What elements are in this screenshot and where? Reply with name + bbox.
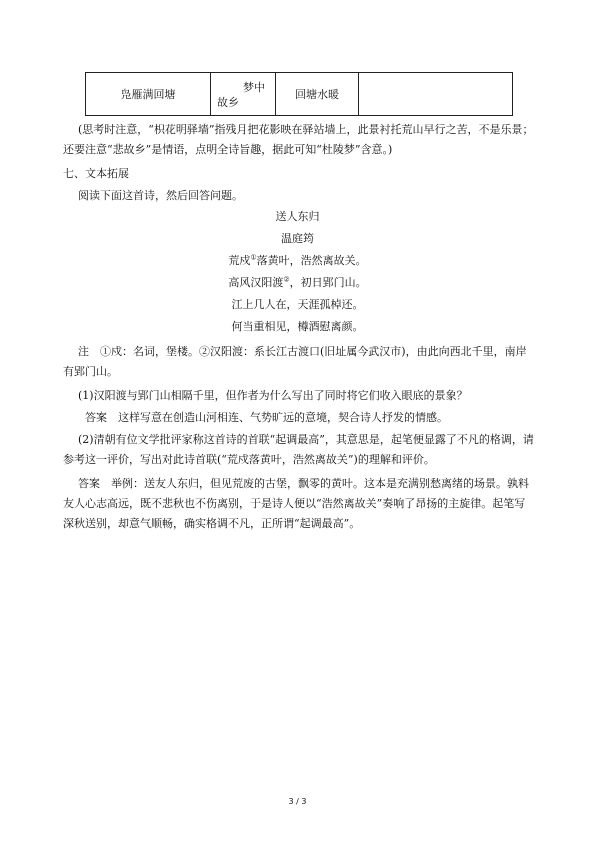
poem-author: 温庭筠	[281, 232, 314, 245]
table-cell: 回塘水暖	[276, 73, 359, 116]
page-number: 3 / 3	[288, 797, 307, 806]
footnote-marker: ①	[250, 253, 257, 262]
intro-text: 阅读下面这首诗，然后回答问题。	[78, 189, 243, 202]
table-cell-empty	[359, 73, 513, 116]
question-2: (2)清朝有位文学批评家称这首诗的首联“起调最高”，其意思是，起笔便显露了不凡的格调，请参考这一评价，写出对此诗首联(“荒戍落黄叶，浩然离故关”)的理解和评价。	[63, 433, 534, 466]
table-cell-line: 故乡	[217, 96, 239, 109]
question-1: (1)汉阳渡与郢门山相隔千里，但作者为什么写出了同时将它们收入眼底的景象？	[78, 389, 468, 402]
poem-line-1	[0, 252, 595, 268]
poem-text: 荒戍	[228, 254, 251, 267]
poem-line-3: 江上几人在，天涯孤棹还。	[231, 298, 364, 311]
answer-2: 答案 举例：送友人东归，但见荒废的古堡，飘零的黄叶。这本是充满别愁离绪的场景。孰料友人心志高远，既不悲秋也不伤离别，于是诗人便以“浩然离故关”奏响了昂扬的主旋律。起笔写深秋送别，却意气顺畅，确实格调不凡，正所谓“起调最高”。	[63, 477, 529, 530]
poem-line-4: 何当重相见，樽酒慰离颜。	[231, 320, 364, 333]
poem-title: 送人东归	[275, 210, 320, 223]
answer-1: 答案 这样写意在创造山河相连、气势旷远的意境，契合诗人抒发的情感。	[85, 411, 448, 424]
table-cell: 凫雁满回塘	[86, 73, 211, 116]
poem-note: 注 ①戍：名词，堡楼。②汉阳渡：系长江古渡口(旧址属今武汉市)，由此向西北千里，南岸有郢门山。	[63, 345, 527, 378]
answer-table	[85, 72, 513, 116]
poem-text: 高风汉阳渡	[228, 276, 284, 289]
table-row	[86, 73, 513, 116]
footnote-marker: ②	[283, 275, 290, 284]
table-cell	[211, 73, 276, 116]
section-title: 七、文本拓展	[63, 167, 129, 180]
think-note: (思考时注意，“枳花明驿墙”指残月把花影映在驿站墙上，此景衬托荒山早行之苦，不是乐景；还要注意“悲故乡”是情语，点明全诗旨趣，据此可知“杜陵梦”含意。)	[63, 123, 534, 156]
poem-text: ，初日郢门山。	[289, 276, 367, 289]
poem-line-2	[0, 274, 595, 290]
table-cell-line: 梦中	[243, 81, 265, 94]
poem-text: 落黄叶，浩然离故关。	[256, 254, 367, 267]
